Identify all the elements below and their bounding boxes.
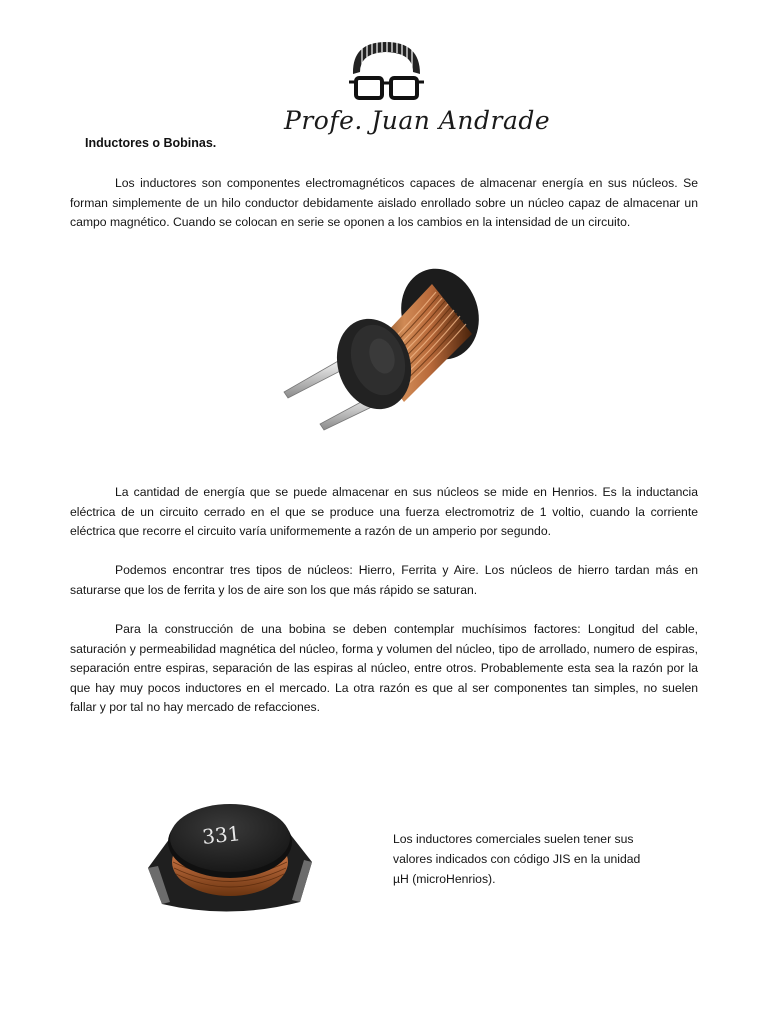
paragraph: Los inductores son componentes electromagnéticos capaces de almacenar energía en sus núcleos. Se forman simplemente de un hilo conductor debidamente aislado enrollado sobre un núcleo capaz de almacenar un campo magnético. Cuando se colocan en serie se oponen a los cambios en la intensidad de un circuito. <box>70 176 698 230</box>
radial-inductor-image <box>276 256 494 436</box>
document-title: Inductores o Bobinas. <box>85 136 217 150</box>
inductor-caption: Los inductores comerciales suelen tener sus valores indicados con código JIS en la unidad µH (microHenrios). <box>393 832 641 886</box>
paragraph: Podemos encontrar tres tipos de núcleos: Hierro, Ferrita y Aire. Los núcleos de hierro tardan más en saturarse que los de ferrita y los de aire son los que más rápido se saturan. <box>70 563 698 597</box>
smd-marking-label: 331 <box>201 821 242 849</box>
paragraph: Para la construcción de una bobina se deben contemplar muchísimos factores: Longitud del cable, saturación y permeabilidad magnética del núcleo, forma y volumen del núcleo, tipo de arrollado, numero de espiras, separación entre espiras, separación de las espiras al núcleo, entre otros. Probablemente esta sea la razón por la que hay muy pocos inductores en el mercado. La otra razón es que al ser componentes tan simples, no suelen fallar y por tal no hay mercado de refacciones. <box>70 622 698 715</box>
paragraph: La cantidad de energía que se puede almacenar en sus núcleos se mide en Henrios. Es la inductancia eléctrica de un circuito cerrado en el que se produce una fuerza electromotriz de 1 voltio, cuando la corriente eléctrica que recorre el circuito varía uniformemente a razón de un amperio por segundo. <box>70 485 698 539</box>
smd-inductor-image <box>140 790 316 920</box>
logo-text: Profe. Juan Andrade <box>284 106 551 135</box>
